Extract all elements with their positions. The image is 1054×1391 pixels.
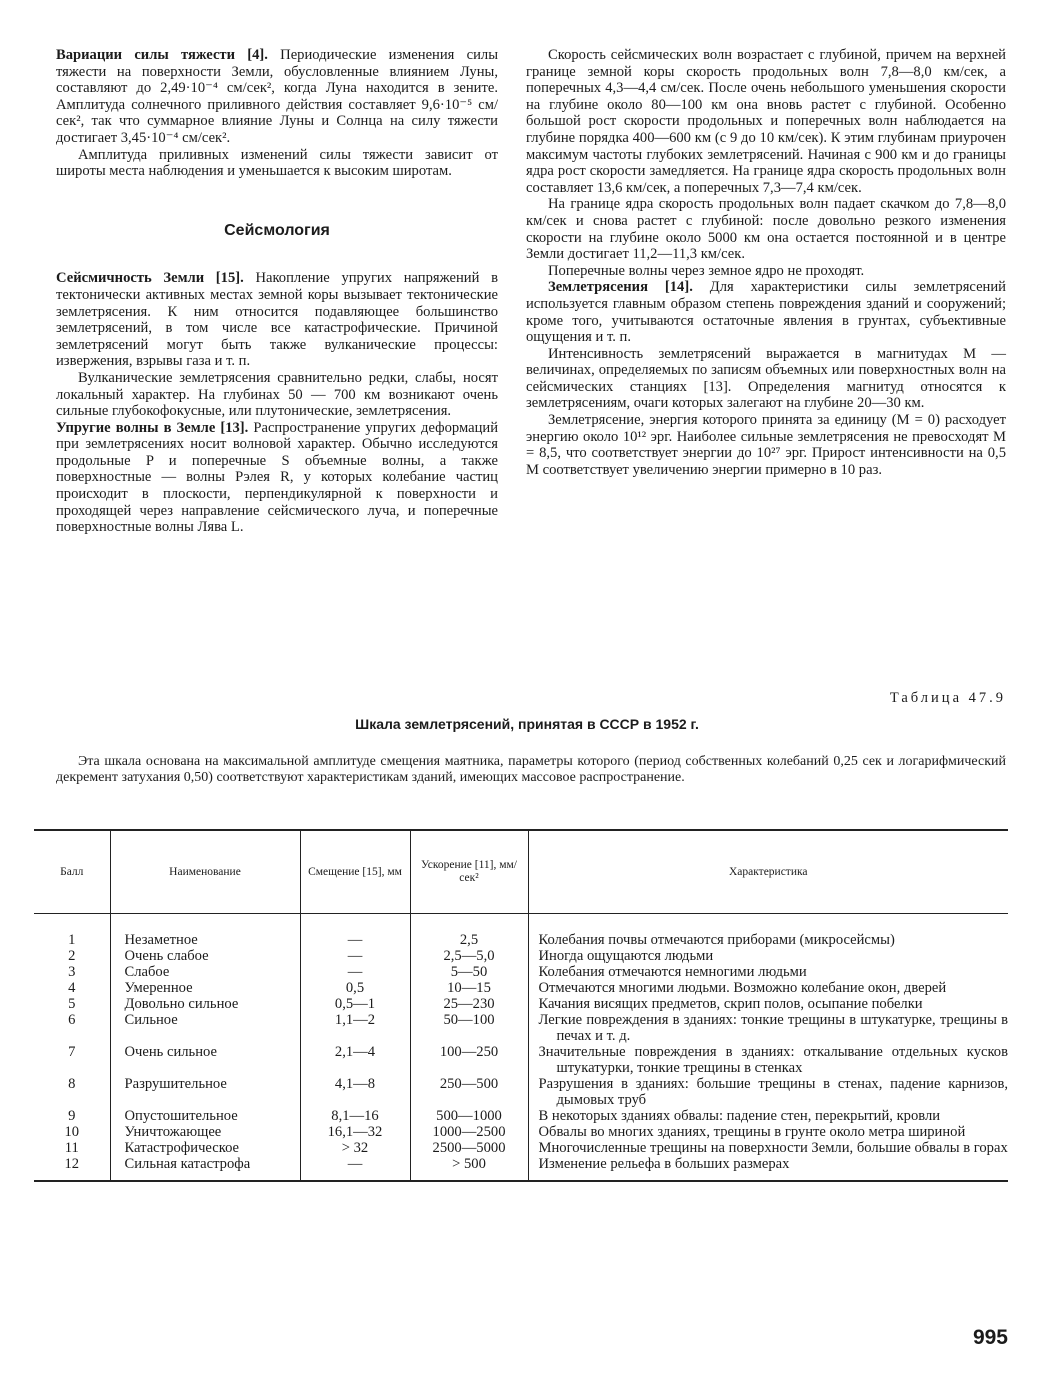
paragraph-core-boundary: На границе ядра скорость продольных волн падает скачком до 7,8—8,0 км/сек и снова растет с глубиной: после довольно резкого изменения скорости на глубине около 5000 км она остается постоянной и в центре Земли достигает 11,2—11,3 км/сек. bbox=[526, 196, 1006, 263]
table-row bbox=[34, 1012, 1008, 1044]
cell-acceleration: 5—50 bbox=[410, 964, 528, 980]
cell-ball: 11 bbox=[64, 1140, 79, 1156]
characteristic-text: Отмечаются многими людьми. Возможно колебание окон, дверей bbox=[538, 980, 947, 996]
cell-name: Разрушительное bbox=[110, 1076, 300, 1108]
header-name: Наименование bbox=[110, 830, 300, 914]
cell-acceleration: > 500 bbox=[410, 1156, 528, 1181]
cell-characteristic bbox=[528, 964, 1008, 980]
cell-name: Опустошительное bbox=[110, 1108, 300, 1124]
header-ball: Балл bbox=[34, 830, 110, 914]
paragraph-elastic-waves bbox=[56, 420, 498, 536]
cell-ball: 6 bbox=[68, 1012, 76, 1028]
paragraph-text: Распространение упругих деформаций при землетрясениях носит волновой характер. Обычно исследуются продольные P и поперечные S объемные волны, а также поверхностные — волны Рэлея R, у которых колебание частиц происходит в плоскости, перпендикулярной к поверхности и проходящей через направление сейсмического луча, и поперечные поверхностные волны Лява L. bbox=[56, 419, 498, 536]
cell-ball: 3 bbox=[68, 964, 76, 980]
paragraph-text: Для характеристики силы землетрясений используется главным образом степень повреждения зданий и сооружений; кроме того, учитываются остаточные явления в грунтах, субъективные ощущения и т. п. bbox=[526, 279, 1006, 346]
header-characteristic: Характеристика bbox=[528, 830, 1008, 914]
table-title: Шкала землетрясений, принятая в СССР в 1952 г. bbox=[355, 716, 699, 732]
characteristic-text: Легкие повреждения в зданиях: тонкие трещины в штукатурке, трещины в печах и т. д. bbox=[538, 1012, 1008, 1044]
table-header-row bbox=[34, 830, 1008, 914]
cell-characteristic bbox=[528, 980, 1008, 996]
cell-ball: 1 bbox=[68, 932, 76, 948]
cell-acceleration: 500—1000 bbox=[410, 1108, 528, 1124]
table-row bbox=[34, 1044, 1008, 1076]
characteristic-text: Иногда ощущаются людьми bbox=[538, 948, 714, 964]
cell-acceleration: 10—15 bbox=[410, 980, 528, 996]
table-number: Таблица 47.9 bbox=[889, 690, 1006, 706]
cell-name: Незаметное bbox=[110, 914, 300, 949]
cell-ball: 9 bbox=[68, 1108, 76, 1124]
cell-name: Умеренное bbox=[110, 980, 300, 996]
cell-displacement: — bbox=[300, 914, 410, 949]
table-body bbox=[34, 914, 1008, 1182]
paragraph-magnitude: Интенсивность землетрясений выражается в магнитудах M — величинах, определяемых по записям объемных или поверхностных волн на сейсмических станциях [13]. Определения магнитуд относятся к землетрясениям, очаги которых залегают на глубине 20—30 км. bbox=[526, 345, 1006, 412]
run-in-heading: Вариации силы тяжести [4]. bbox=[56, 47, 268, 63]
characteristic-text: Колебания отмечаются немногими людьми bbox=[538, 964, 807, 980]
cell-displacement: 1,1—2 bbox=[300, 1012, 410, 1044]
characteristic-text: Обвалы во многих зданиях, трещины в грунте около метра шириной bbox=[538, 1124, 966, 1140]
table-intro: Эта шкала основана на максимальной амплитуде смещения маятника, параметры которого (период собственных колебаний 0,25 сек и логарифмический декремент затухания 0,50) соответствуют характеристикам зданий, имеющих массовое распространение. bbox=[56, 754, 1006, 786]
paragraph-text: Накопление упругих напряжений в тектонически активных местах земной коры вызывает тектонические землетрясения. К ним относится подавляющее большинство землетрясений, в том числе все катастрофические. Причиной землетрясений могут быть также вулканические процессы: извержения, взрывы газа и т. п. bbox=[56, 270, 498, 370]
cell-displacement: 4,1—8 bbox=[300, 1076, 410, 1108]
paragraph-wave-speed: Скорость сейсмических волн возрастает с глубиной, причем на верхней границе земной коры скорость продольных волн 7,8—8,0 км/сек, а поперечных 4,3—4,4 см/сек. После очень небольшого уменьшения скорости на глубине около 80—100 км она вновь растет с глубиной. Особенно большой рост скорости продольных и поперечных волн наблюдается на глубине порядка 400—600 км (с 9 до 10 км/сек). К этим глубинам приурочен максимум частоты глубоких землетрясений. Начиная с 900 км и до границы ядра рост скорости замедляется. На границе ядра скорость продольных волн составляет 13,6 км/сек, а поперечных 7,3—7,4 км/сек. bbox=[526, 47, 1006, 196]
cell-displacement: — bbox=[300, 948, 410, 964]
cell-ball: 7 bbox=[68, 1044, 76, 1060]
cell-ball: 4 bbox=[68, 980, 76, 996]
table-row bbox=[34, 1140, 1008, 1156]
cell-ball: 8 bbox=[68, 1076, 76, 1092]
run-in-heading: Сейсмичность Земли [15]. bbox=[56, 270, 244, 287]
cell-characteristic bbox=[528, 1124, 1008, 1140]
cell-acceleration: 2500—5000 bbox=[410, 1140, 528, 1156]
earthquake-scale-table bbox=[34, 829, 1008, 1182]
cell-name: Довольно сильное bbox=[110, 996, 300, 1012]
table-row bbox=[34, 1076, 1008, 1108]
table bbox=[34, 829, 1008, 1182]
paragraph-volcanic: Вулканические землетрясения сравнительно редки, слабы, носят локальный характер. На глубинах 50 — 700 км возникают очень сильные глубокофокусные, или плутонические, землетрясения. bbox=[56, 369, 498, 420]
characteristic-text: Разрушения в зданиях: большие трещины в стенах, падение карнизов, дымовых труб bbox=[538, 1076, 1008, 1108]
table-row bbox=[34, 980, 1008, 996]
cell-ball: 10 bbox=[64, 1124, 80, 1140]
right-column bbox=[526, 47, 1006, 478]
characteristic-text: Качания висящих предметов, скрип полов, осыпание побелки bbox=[538, 996, 923, 1012]
cell-ball: 2 bbox=[68, 948, 76, 964]
cell-characteristic bbox=[528, 948, 1008, 964]
cell-displacement: 0,5—1 bbox=[300, 996, 410, 1012]
cell-ball: 5 bbox=[68, 996, 76, 1012]
table-row bbox=[34, 1124, 1008, 1140]
cell-characteristic bbox=[528, 914, 1008, 949]
cell-displacement: 16,1—32 bbox=[300, 1124, 410, 1140]
paragraph-text: Периодические изменения силы тяжести на поверхности Земли, обусловленные влиянием Луны, составляют до 2,49·10⁻⁴ см/сек², когда Луна находится в зените. Амплитуда солнечного приливного действия составляет 9,6·10⁻⁵ см/сек², так что суммарное влияние Луны и Солнца на силу тяжести достигает 3,45·10⁻⁴ см/сек². bbox=[56, 47, 498, 146]
cell-name: Сильное bbox=[110, 1012, 300, 1044]
cell-name: Очень сильное bbox=[110, 1044, 300, 1076]
cell-characteristic bbox=[528, 1012, 1008, 1044]
table-row bbox=[34, 914, 1008, 949]
cell-displacement: 0,5 bbox=[300, 980, 410, 996]
cell-displacement: 8,1—16 bbox=[300, 1108, 410, 1124]
cell-characteristic bbox=[528, 1076, 1008, 1108]
table-row bbox=[34, 1156, 1008, 1181]
section-heading: Сейсмология bbox=[224, 221, 330, 239]
cell-acceleration: 50—100 bbox=[410, 1012, 528, 1044]
run-in-heading: Упругие волны в Земле [13]. bbox=[56, 419, 249, 436]
paragraph-earthquakes bbox=[526, 279, 1006, 345]
table-row bbox=[34, 996, 1008, 1012]
cell-ball: 12 bbox=[34, 1156, 110, 1181]
cell-characteristic bbox=[528, 1108, 1008, 1124]
cell-name: Катастрофическое bbox=[110, 1140, 300, 1156]
cell-name: Сильная катастрофа bbox=[110, 1156, 300, 1181]
cell-acceleration: 2,5—5,0 bbox=[410, 948, 528, 964]
cell-name: Очень слабое bbox=[110, 948, 300, 964]
characteristic-text: Многочисленные трещины на поверхности Земли, большие обвалы в горах bbox=[538, 1140, 1008, 1156]
page-number: 995 bbox=[972, 1326, 1008, 1349]
cell-acceleration: 1000—2500 bbox=[410, 1124, 528, 1140]
header-displacement: Смещение [15], мм bbox=[300, 830, 410, 914]
cell-characteristic bbox=[528, 996, 1008, 1012]
paragraph-tidal-amplitude: Амплитуда приливных изменений силы тяжести зависит от широты места наблюдения и уменьшается к высоким широтам. bbox=[56, 146, 498, 180]
characteristic-text: Колебания почвы отмечаются приборами (микросейсмы) bbox=[538, 932, 895, 948]
run-in-heading: Землетрясения [14]. bbox=[548, 279, 693, 296]
characteristic-text: Изменение рельефа в больших размерах bbox=[538, 1156, 790, 1172]
cell-characteristic bbox=[528, 1140, 1008, 1156]
cell-displacement: — bbox=[300, 1156, 410, 1181]
left-column bbox=[56, 47, 498, 536]
cell-acceleration: 100—250 bbox=[410, 1044, 528, 1076]
cell-characteristic bbox=[528, 1044, 1008, 1076]
paragraph-transverse-waves: Поперечные волны через земное ядро не проходят. bbox=[548, 262, 865, 279]
header-acceleration: Ускорение [11], мм/сек² bbox=[410, 830, 528, 914]
table-row bbox=[34, 948, 1008, 964]
cell-acceleration: 2,5 bbox=[410, 914, 528, 949]
table-row bbox=[34, 964, 1008, 980]
table-row bbox=[34, 1108, 1008, 1124]
cell-acceleration: 250—500 bbox=[410, 1076, 528, 1108]
cell-acceleration: 25—230 bbox=[410, 996, 528, 1012]
characteristic-text: В некоторых зданиях обвалы: падение стен, перекрытий, кровли bbox=[538, 1108, 941, 1124]
cell-displacement: 2,1—4 bbox=[300, 1044, 410, 1076]
paragraph-seismicity bbox=[56, 270, 498, 370]
cell-displacement: — bbox=[300, 964, 410, 980]
cell-name: Слабое bbox=[110, 964, 300, 980]
paragraph-gravity-variations bbox=[56, 47, 498, 147]
cell-displacement: > 32 bbox=[300, 1140, 410, 1156]
cell-name: Уничтожающее bbox=[110, 1124, 300, 1140]
characteristic-text: Значительные повреждения в зданиях: откалывание отдельных кусков штукатурки, тонкие трещины в стенках bbox=[538, 1044, 1008, 1076]
cell-characteristic bbox=[528, 1156, 1008, 1181]
paragraph-energy: Землетрясение, энергия которого принята за единицу (M = 0) расходует энергию около 10¹² эрг. Наиболее сильные землетрясения не превосходят M = 8,5, что соответствует энергии до 10²⁷ эрг. Прирост интенсивности на 0,5 M соответствует увеличению энергии примерно в 10 раз. bbox=[526, 412, 1006, 478]
